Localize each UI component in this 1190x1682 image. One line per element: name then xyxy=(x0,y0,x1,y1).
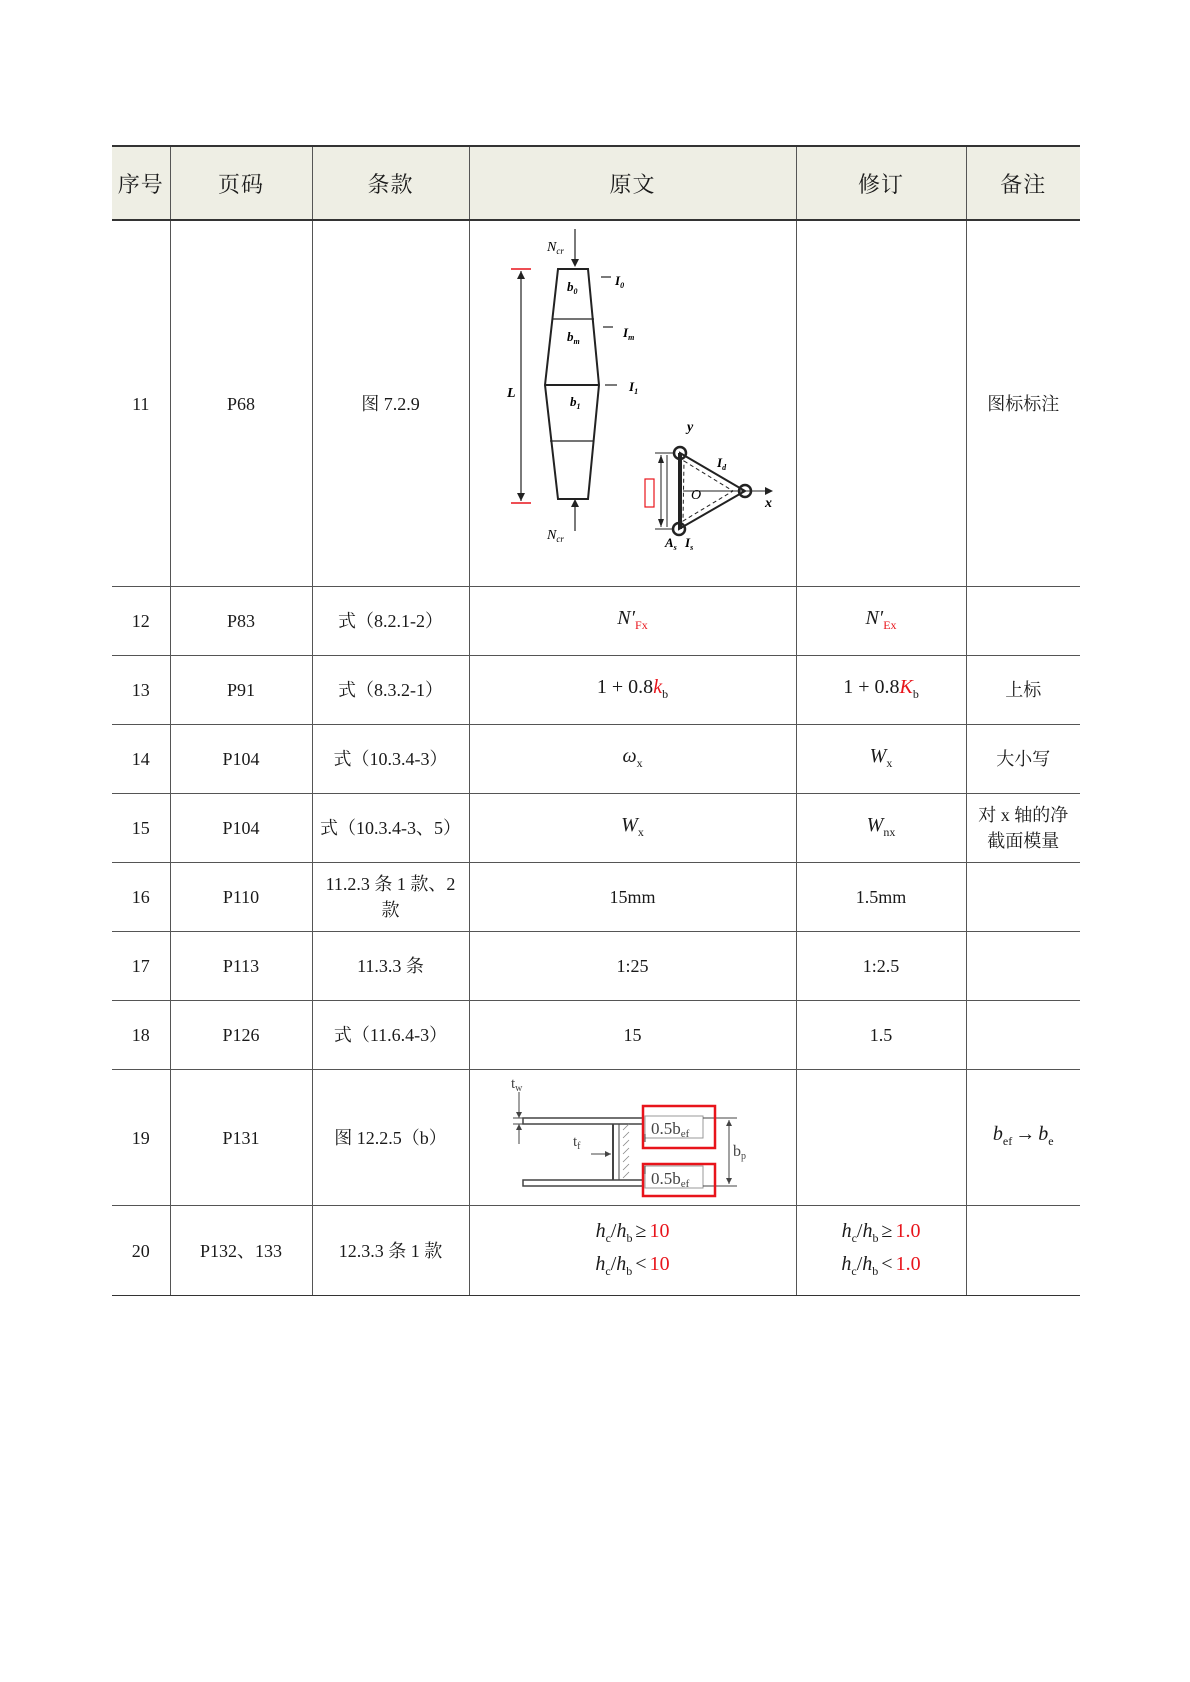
note-line: 截面模量 xyxy=(987,831,1060,851)
cell-page: P126 xyxy=(170,1001,312,1070)
cell-note xyxy=(966,587,1080,656)
table-row xyxy=(112,932,1080,1001)
formula-sub: Fx xyxy=(635,617,648,632)
cell-original xyxy=(469,725,796,794)
table-row xyxy=(112,656,1080,725)
formula-sub: c xyxy=(851,1230,857,1245)
svg-text:tw: $t_w$ xyxy=(510,1076,522,1094)
formula-main: N′ xyxy=(865,606,884,629)
cell-revised: 1.5 xyxy=(796,1001,966,1070)
cell-clause: 图 7.2.9 xyxy=(312,220,469,587)
cell-clause: 11.3.3 条 xyxy=(312,932,469,1001)
cell-note: 图标标注 xyxy=(966,220,1080,587)
formula-sub: c xyxy=(851,1263,857,1278)
formula-value: 1.0 xyxy=(895,1252,921,1275)
formula-var: h xyxy=(862,1219,873,1242)
cell-no: 14 xyxy=(112,725,170,794)
svg-text:0.5bef: 0.5bef xyxy=(650,1119,689,1140)
note-line: 对 x 轴的净 xyxy=(978,805,1069,825)
cell-revised: 1:2.5 xyxy=(796,932,966,1001)
cell-no: 20 xyxy=(112,1206,170,1296)
svg-text:b1: $b_1$ xyxy=(569,394,580,411)
cell-no: 15 xyxy=(112,794,170,863)
header-no: 序号 xyxy=(112,146,170,220)
table-row xyxy=(112,794,1080,863)
table-row xyxy=(112,220,1080,587)
cell-clause: 式（11.6.4-3） xyxy=(312,1001,469,1070)
note-var-from: b xyxy=(992,1123,1003,1145)
svg-text:y: y xyxy=(686,420,693,435)
tapered-column-figure xyxy=(473,221,793,579)
formula-sub: Ex xyxy=(883,617,897,632)
table-row xyxy=(112,587,1080,656)
header-revised: 修订 xyxy=(796,146,966,220)
note-sub-to: e xyxy=(1048,1134,1054,1148)
formula-line xyxy=(800,1218,963,1251)
formula-op: < xyxy=(881,1252,893,1275)
cell-no: 13 xyxy=(112,656,170,725)
cell-revised xyxy=(796,1070,966,1206)
formula-sub: b xyxy=(912,686,919,701)
formula-slash: / xyxy=(610,1252,617,1275)
arrow-right-icon: → xyxy=(1015,1123,1036,1145)
formula-var: h xyxy=(841,1219,852,1242)
header-clause: 条款 xyxy=(312,146,469,220)
svg-text:bp: bp xyxy=(732,1143,746,1162)
table-row xyxy=(112,1206,1080,1296)
formula-main: ω xyxy=(622,744,637,767)
svg-text:Id: $I_d$ xyxy=(716,455,726,472)
formula-sub: c xyxy=(605,1263,611,1278)
stiffener-section-figure xyxy=(473,1070,793,1198)
cell-page: P68 xyxy=(170,220,312,587)
cell-original: 15mm xyxy=(469,863,796,932)
cell-page: P110 xyxy=(170,863,312,932)
cell-note xyxy=(966,932,1080,1001)
formula-sub: b xyxy=(626,1230,633,1245)
formula-slash: / xyxy=(610,1219,617,1242)
formula-slash: / xyxy=(856,1252,863,1275)
formula-line xyxy=(800,1251,963,1284)
cell-clause: 图 12.2.5（b） xyxy=(312,1070,469,1206)
cell-note xyxy=(966,1206,1080,1296)
table-row xyxy=(112,1070,1080,1206)
cell-clause: 式（10.3.4-3） xyxy=(312,725,469,794)
formula-line xyxy=(473,1218,793,1251)
cell-page: P83 xyxy=(170,587,312,656)
formula-var: K xyxy=(899,675,913,698)
formula-value: 10 xyxy=(649,1252,670,1275)
formula-sub: x xyxy=(886,755,893,770)
formula-op: < xyxy=(635,1252,647,1275)
cell-original xyxy=(469,794,796,863)
cell-note xyxy=(966,794,1080,863)
cell-original xyxy=(469,1206,796,1296)
cell-no: 18 xyxy=(112,1001,170,1070)
formula-main: W xyxy=(621,813,638,836)
svg-text:bm: $b_m$ xyxy=(566,329,580,346)
cell-revised: 1.5mm xyxy=(796,863,966,932)
formula-var: h xyxy=(841,1252,852,1275)
cell-note xyxy=(966,1070,1080,1206)
clause-line: 款 xyxy=(381,900,400,920)
cell-revised xyxy=(796,220,966,587)
cell-clause: 12.3.3 条 1 款 xyxy=(312,1206,469,1296)
clause-line: 11.2.3 条 1 款、2 xyxy=(325,874,456,894)
note-sub-from: ef xyxy=(1002,1134,1013,1148)
formula-var: h xyxy=(616,1219,627,1242)
table-row xyxy=(112,863,1080,932)
svg-text:b0: $b_0$ xyxy=(566,279,577,296)
svg-text:Im: $I_m$ xyxy=(622,325,634,342)
formula-var: h xyxy=(595,1252,606,1275)
cell-original: 15 xyxy=(469,1001,796,1070)
cell-revised xyxy=(796,587,966,656)
svg-text:tf: $t_f$ xyxy=(572,1134,581,1152)
cell-page: P104 xyxy=(170,794,312,863)
note-var-to: b xyxy=(1038,1123,1049,1145)
svg-text:O: O xyxy=(690,488,701,503)
cell-no: 16 xyxy=(112,863,170,932)
cell-original xyxy=(469,587,796,656)
cell-clause: 式（8.2.1-2） xyxy=(312,587,469,656)
cell-clause: 式（10.3.4-3、5） xyxy=(312,794,469,863)
formula-sub: nx xyxy=(883,824,896,839)
svg-text:x: x xyxy=(764,496,772,511)
formula-sub: b xyxy=(872,1263,879,1278)
formula-sub: x xyxy=(636,755,643,770)
formula-var: k xyxy=(653,675,663,698)
cell-no: 11 xyxy=(112,220,170,587)
formula-value: 10 xyxy=(649,1219,670,1242)
svg-text:L: L xyxy=(506,386,516,401)
table-row xyxy=(112,725,1080,794)
svg-text:0.5bef: 0.5bef xyxy=(650,1169,689,1190)
header-original: 原文 xyxy=(469,146,796,220)
cell-revised xyxy=(796,1206,966,1296)
cell-original-figure xyxy=(469,220,796,587)
formula-main: W xyxy=(866,813,884,836)
cell-no: 19 xyxy=(112,1070,170,1206)
formula-var: h xyxy=(862,1252,873,1275)
cell-clause: 式（8.3.2-1） xyxy=(312,656,469,725)
formula-slash: / xyxy=(856,1219,863,1242)
cell-page: P113 xyxy=(170,932,312,1001)
cell-page: P132、133 xyxy=(170,1206,312,1296)
formula-var: h xyxy=(616,1252,627,1275)
formula-sub: x xyxy=(637,824,644,839)
formula-sub: b xyxy=(662,686,669,701)
svg-text:As: $A_s$ xyxy=(664,535,677,552)
cell-no: 17 xyxy=(112,932,170,1001)
header-note: 备注 xyxy=(966,146,1080,220)
formula-prefix: 1 + 0.8 xyxy=(596,675,654,698)
formula-sub: c xyxy=(605,1230,611,1245)
cell-revised xyxy=(796,656,966,725)
errata-table xyxy=(112,145,1080,1296)
cell-note: 上标 xyxy=(966,656,1080,725)
formula-line xyxy=(473,1251,793,1284)
svg-text:Ncr: $N_{cr}$ xyxy=(546,528,564,544)
cell-clause xyxy=(312,863,469,932)
formula-main: W xyxy=(869,744,887,767)
formula-var: h xyxy=(595,1219,606,1242)
formula-op: ≥ xyxy=(635,1219,647,1242)
svg-text:I1: $I_1$ xyxy=(628,379,638,396)
svg-text:Is: $I_s$ xyxy=(684,535,693,552)
formula-prefix: 1 + 0.8 xyxy=(843,675,900,698)
cell-revised xyxy=(796,794,966,863)
cell-no: 12 xyxy=(112,587,170,656)
formula-main: N′ xyxy=(617,606,636,629)
formula-sub: b xyxy=(872,1230,879,1245)
table-header-row xyxy=(112,146,1080,220)
cell-note: 大小写 xyxy=(966,725,1080,794)
cell-page: P91 xyxy=(170,656,312,725)
header-page: 页码 xyxy=(170,146,312,220)
cell-note xyxy=(966,863,1080,932)
formula-sub: b xyxy=(626,1263,633,1278)
svg-text:Ncr: $N_{cr}$ xyxy=(546,240,564,256)
formula-op: ≥ xyxy=(881,1219,893,1242)
cell-note xyxy=(966,1001,1080,1070)
cell-page: P131 xyxy=(170,1070,312,1206)
cell-original xyxy=(469,656,796,725)
table-row xyxy=(112,1001,1080,1070)
cell-revised xyxy=(796,725,966,794)
svg-text:I0: $I_0$ xyxy=(614,273,624,290)
cell-original: 1:25 xyxy=(469,932,796,1001)
cell-page: P104 xyxy=(170,725,312,794)
cell-original-figure xyxy=(469,1070,796,1206)
formula-value: 1.0 xyxy=(895,1219,921,1242)
